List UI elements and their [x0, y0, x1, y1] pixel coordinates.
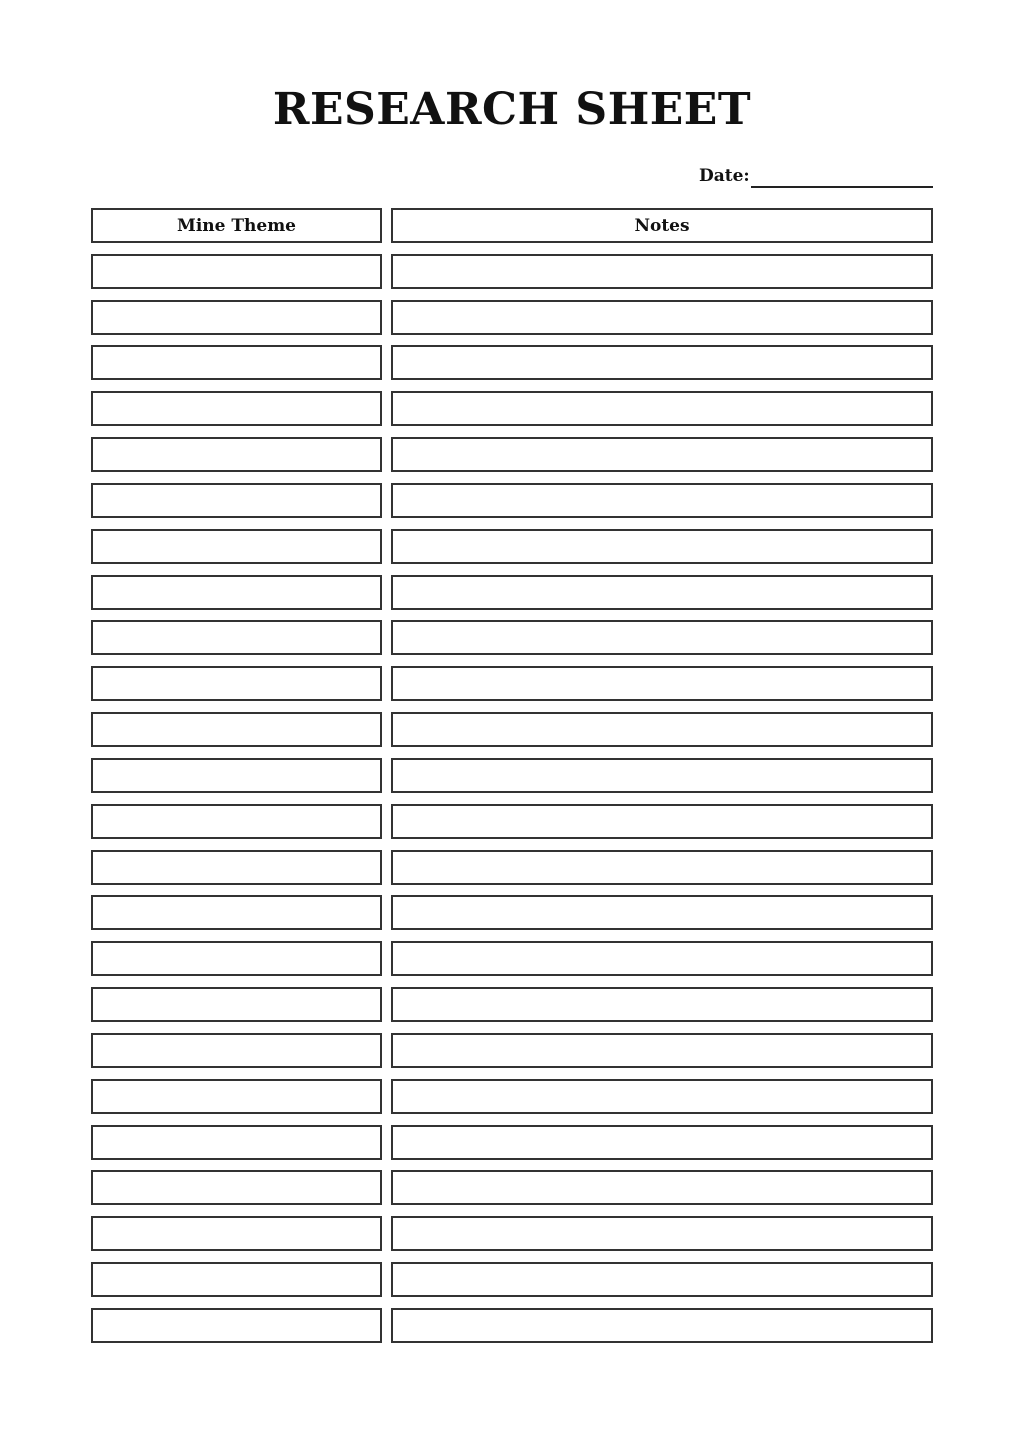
mine-theme-cell[interactable] [91, 758, 382, 793]
table-row [91, 1262, 933, 1297]
table-row [91, 483, 933, 518]
notes-cell[interactable] [391, 1170, 933, 1205]
table-row [91, 300, 933, 335]
table-row [91, 1079, 933, 1114]
mine-theme-cell[interactable] [91, 804, 382, 839]
table-row [91, 850, 933, 885]
notes-cell[interactable] [391, 1216, 933, 1251]
notes-cell[interactable] [391, 1079, 933, 1114]
mine-theme-cell[interactable] [91, 254, 382, 289]
table-row [91, 1170, 933, 1205]
table-row [91, 437, 933, 472]
table-row [91, 987, 933, 1022]
table-row [91, 345, 933, 380]
notes-cell[interactable] [391, 483, 933, 518]
notes-cell[interactable] [391, 300, 933, 335]
mine-theme-cell[interactable] [91, 666, 382, 701]
table-row [91, 620, 933, 655]
notes-cell[interactable] [391, 987, 933, 1022]
table-row [91, 1308, 933, 1343]
notes-cell[interactable] [391, 345, 933, 380]
mine-theme-cell[interactable] [91, 1125, 382, 1160]
notes-cell[interactable] [391, 1033, 933, 1068]
date-field [699, 164, 933, 188]
notes-cell[interactable] [391, 941, 933, 976]
table-row [91, 758, 933, 793]
notes-cell[interactable] [391, 620, 933, 655]
mine-theme-cell[interactable] [91, 1079, 382, 1114]
date-input-line[interactable] [751, 166, 933, 188]
mine-theme-cell[interactable] [91, 483, 382, 518]
column-header-notes: Notes [391, 208, 933, 243]
notes-cell[interactable] [391, 712, 933, 747]
table-header-row [91, 208, 933, 243]
notes-cell[interactable] [391, 437, 933, 472]
notes-cell[interactable] [391, 1262, 933, 1297]
notes-cell[interactable] [391, 804, 933, 839]
mine-theme-cell[interactable] [91, 1170, 382, 1205]
mine-theme-cell[interactable] [91, 529, 382, 564]
notes-cell[interactable] [391, 850, 933, 885]
table-row [91, 895, 933, 930]
table-row [91, 712, 933, 747]
table-row [91, 941, 933, 976]
notes-cell[interactable] [391, 391, 933, 426]
mine-theme-cell[interactable] [91, 850, 382, 885]
column-header-mine-theme: Mine Theme [91, 208, 382, 243]
notes-cell[interactable] [391, 666, 933, 701]
mine-theme-cell[interactable] [91, 1033, 382, 1068]
mine-theme-cell[interactable] [91, 1262, 382, 1297]
mine-theme-cell[interactable] [91, 712, 382, 747]
notes-cell[interactable] [391, 1308, 933, 1343]
mine-theme-cell[interactable] [91, 437, 382, 472]
notes-cell[interactable] [391, 758, 933, 793]
mine-theme-cell[interactable] [91, 1308, 382, 1343]
table-row [91, 804, 933, 839]
mine-theme-cell[interactable] [91, 345, 382, 380]
table-row [91, 391, 933, 426]
table-row [91, 529, 933, 564]
mine-theme-cell[interactable] [91, 941, 382, 976]
page-title: RESEARCH SHEET [272, 84, 752, 135]
mine-theme-cell[interactable] [91, 620, 382, 655]
mine-theme-cell[interactable] [91, 987, 382, 1022]
table-row [91, 1033, 933, 1068]
notes-cell[interactable] [391, 254, 933, 289]
notes-cell[interactable] [391, 1125, 933, 1160]
mine-theme-cell[interactable] [91, 300, 382, 335]
table-row [91, 254, 933, 289]
notes-cell[interactable] [391, 529, 933, 564]
notes-cell[interactable] [391, 575, 933, 610]
notes-cell[interactable] [391, 895, 933, 930]
mine-theme-cell[interactable] [91, 391, 382, 426]
mine-theme-cell[interactable] [91, 575, 382, 610]
table-row [91, 1125, 933, 1160]
table-row [91, 1216, 933, 1251]
mine-theme-cell[interactable] [91, 1216, 382, 1251]
date-label: Date: [699, 166, 750, 186]
mine-theme-cell[interactable] [91, 895, 382, 930]
table-row [91, 575, 933, 610]
table-row [91, 666, 933, 701]
